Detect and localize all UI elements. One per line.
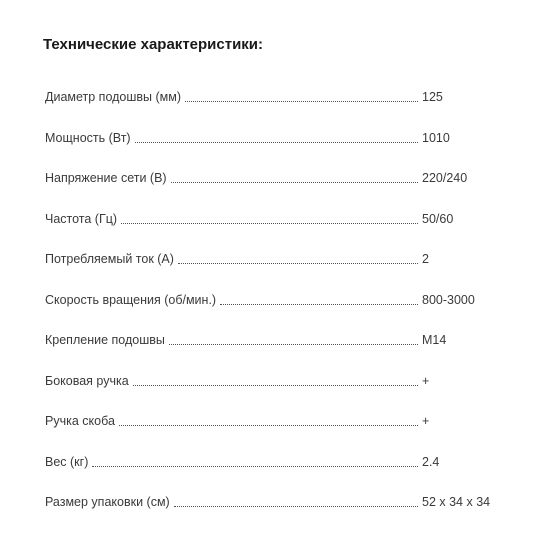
spec-label: Мощность (Вт) — [45, 130, 131, 145]
spec-label: Вес (кг) — [45, 454, 89, 469]
dot-leader — [171, 168, 418, 183]
spec-label: Боковая ручка — [45, 373, 129, 388]
specs-list — [45, 87, 515, 533]
spec-value: 2 — [422, 252, 429, 266]
spec-value: 125 — [422, 90, 443, 104]
spec-value: 50/60 — [422, 211, 454, 226]
dot-leader — [133, 371, 418, 386]
spec-label: Диаметр подошвы (мм) — [45, 90, 182, 104]
spec-label: Частота (Гц) — [45, 211, 118, 226]
spec-value: 220/240 — [422, 171, 468, 185]
spec-value: + — [422, 373, 430, 388]
spec-row-bracket-handle — [45, 411, 515, 452]
dot-leader — [119, 411, 418, 426]
dot-leader — [185, 87, 418, 102]
spec-row-power — [45, 128, 515, 169]
dot-leader — [169, 330, 418, 345]
spec-label: Скорость вращения (об/мин.) — [45, 292, 217, 307]
spec-row-weight — [45, 452, 515, 493]
spec-value: 2.4 — [422, 454, 440, 469]
section-title: Технические характеристики: — [43, 36, 264, 53]
spec-row-frequency — [45, 209, 515, 250]
spec-label: Напряжение сети (В) — [45, 171, 167, 185]
dot-leader — [121, 209, 418, 224]
spec-row-package-size — [45, 492, 515, 533]
spec-row-voltage — [45, 168, 515, 209]
spec-row-side-handle — [45, 371, 515, 412]
spec-row-current — [45, 249, 515, 290]
spec-label: Потребляемый ток (А) — [45, 252, 174, 266]
spec-value: 52 х 34 х 34 — [422, 495, 491, 509]
dot-leader — [92, 452, 418, 467]
spec-value: М14 — [422, 333, 447, 347]
spec-row-sole-mount — [45, 330, 515, 371]
spec-value: 800-3000 — [422, 292, 475, 307]
spec-label: Размер упаковки (см) — [45, 495, 170, 509]
spec-value: 1010 — [422, 130, 450, 145]
spec-row-rotation-speed — [45, 290, 515, 331]
spec-label: Ручка скоба — [45, 414, 115, 428]
dot-leader — [178, 249, 418, 264]
dot-leader — [220, 290, 418, 305]
dot-leader — [135, 128, 418, 143]
spec-row-sole-diameter — [45, 87, 515, 128]
spec-value: + — [422, 414, 430, 428]
spec-label: Крепление подошвы — [45, 333, 165, 347]
dot-leader — [174, 492, 418, 507]
